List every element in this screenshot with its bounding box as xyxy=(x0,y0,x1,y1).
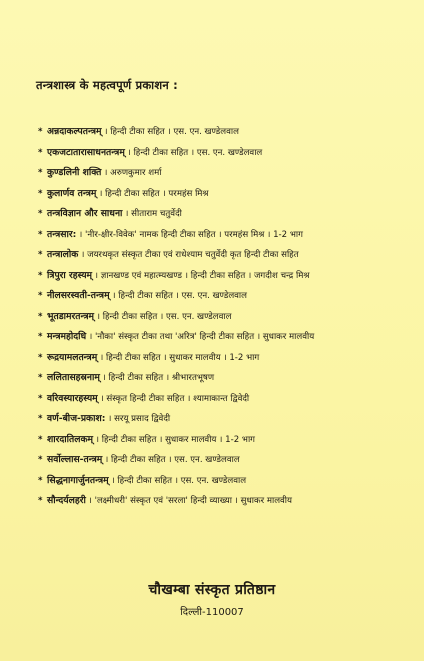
book-title: तन्त्रविज्ञान और साधना xyxy=(47,208,123,219)
book-details: । हिन्दी टीका सहित । एस. एन. खण्डेलवाल xyxy=(108,475,247,486)
list-item xyxy=(38,163,418,184)
list-item xyxy=(38,266,418,287)
list-item xyxy=(38,471,418,492)
bullet-star: * xyxy=(38,455,43,465)
book-title: तन्त्रालोक xyxy=(47,249,79,260)
list-item xyxy=(38,245,418,266)
bullet-star: * xyxy=(38,250,43,260)
list-item xyxy=(38,286,418,307)
bullet-star: * xyxy=(38,168,43,178)
book-title: ललितासहस्रनाम् xyxy=(47,372,100,383)
bullet-star: * xyxy=(38,352,43,363)
bullet-star: * xyxy=(38,209,43,219)
book-title: एकजटातारासाधनतन्त्रम् xyxy=(47,146,125,158)
book-details: । अरुणकुमार शर्मा xyxy=(101,168,162,178)
book-details: । हिन्दी टीका सहित । एस. एन. खण्डेलवाल xyxy=(109,291,247,301)
list-item xyxy=(38,450,418,471)
book-details: । हिन्दी टीका सहित । परमहंस मिश्र xyxy=(96,188,209,199)
book-title: कुण्डलिनी शक्ति xyxy=(47,167,102,178)
bullet-star: * xyxy=(38,332,43,342)
book-title: कुलार्णव तन्त्रम् xyxy=(47,187,97,199)
book-details: । हिन्दी टीका सहित । सुधाकर मालवीय । 1-2 भाग xyxy=(93,434,256,445)
list-item xyxy=(38,143,418,164)
book-details: । हिन्दी टीका सहित । श्रीभारतभूषण xyxy=(99,373,215,383)
bullet-star: * xyxy=(38,475,43,486)
book-details: । सीताराम चतुर्वेदी xyxy=(122,209,182,219)
book-title: शारदातिलकम् xyxy=(47,433,94,445)
bullet-star: * xyxy=(38,393,43,404)
list-item xyxy=(38,184,418,205)
book-details: । जयरथकृत संस्कृत टीका एवं राधेश्याम चतुर्वेदी कृत हिन्दी टीका सहित xyxy=(78,250,299,260)
book-title: सौन्दर्यलहरी xyxy=(47,495,86,506)
bullet-star: * xyxy=(38,434,43,445)
book-details: । 'लक्ष्मीधरी' संस्कृत एवं 'सरला' हिन्दी व्याख्या । सुधाकर मालवीय xyxy=(85,496,293,506)
book-details: । हिन्दी टीका सहित । एस. एन. खण्डेलवाल xyxy=(101,127,239,137)
list-item xyxy=(38,327,418,348)
list-item xyxy=(38,409,418,430)
bullet-star: * xyxy=(38,147,43,158)
bullet-star: * xyxy=(38,414,43,424)
book-title: रूद्रयामलतन्त्रम् xyxy=(47,351,98,363)
list-item xyxy=(38,204,418,225)
book-details: । हिन्दी टीका सहित । एस. एन. खण्डेलवाल xyxy=(102,455,240,465)
bullet-star: * xyxy=(38,229,43,240)
book-details: । 'नीर-क्षीर-विवेक' नामक हिन्दी टीका सहित । परमहंस मिश्र । 1-2 भाग xyxy=(76,229,303,240)
list-item xyxy=(38,225,418,246)
book-title: वरिवस्यारहस्यम् xyxy=(47,392,98,404)
publisher-name: चौखम्बा संस्कृत प्रतिष्ठान xyxy=(148,582,276,598)
book-details: । सरयू प्रसाद द्विवेदी xyxy=(105,414,171,424)
bullet-star: * xyxy=(38,291,43,301)
list-item xyxy=(38,307,418,328)
book-details: । ज्ञानखण्ड एवं महात्म्यखण्ड । हिन्दी टीका सहित । जगदीश चन्द्र मिश्र xyxy=(92,270,310,281)
book-title: अन्नदाकल्पतन्त्रम् xyxy=(47,126,102,137)
bullet-star: * xyxy=(38,496,43,506)
book-details: । 'नौका' संस्कृत टीका तथा 'अरित्र' हिन्दी टीका सहित । सुधाकर मालवीय xyxy=(86,332,315,342)
book-title: नीलसरस्वती-तन्त्रम् xyxy=(47,290,110,301)
book-details: । हिन्दी टीका सहित । एस. एन. खण्डेलवाल xyxy=(94,311,232,322)
list-item xyxy=(38,389,418,410)
list-item xyxy=(38,368,418,389)
book-details: । हिन्दी टीका सहित । सुधाकर मालवीय । 1-2 भाग xyxy=(97,352,260,363)
list-heading: तन्त्रशास्त्र के महत्वपूर्ण प्रकाशन : xyxy=(36,78,178,92)
bullet-star: * xyxy=(38,127,43,137)
list-item xyxy=(38,122,418,143)
book-title: सर्वोल्लास-तन्त्रम् xyxy=(47,454,103,465)
bullet-star: * xyxy=(38,188,43,199)
bullet-star: * xyxy=(38,270,43,281)
publisher-address: दिल्ली-110007 xyxy=(180,607,244,618)
book-title: मन्त्रमहोदधि xyxy=(47,331,87,342)
bullet-star: * xyxy=(38,373,43,383)
book-details: । हिन्दी टीका सहित । एस. एन. खण्डेलवाल xyxy=(124,147,263,158)
book-details: । संस्कृत हिन्दी टीका सहित । श्यामाकान्त द्विवेदी xyxy=(97,393,250,404)
book-title: त्रिपुरा रहस्यम् xyxy=(47,269,93,281)
book-title: भूतडामरतन्त्रम् xyxy=(47,310,95,322)
book-title: तन्त्रसार: xyxy=(47,228,77,240)
book-title: सिद्धनागार्जुनतन्त्रम् xyxy=(47,474,109,486)
list-item xyxy=(38,491,418,512)
list-item xyxy=(38,348,418,369)
list-item xyxy=(38,430,418,451)
publication-list xyxy=(38,122,418,512)
book-title: वर्ण-बीज-प्रकाश: xyxy=(47,413,106,424)
bullet-star: * xyxy=(38,311,43,322)
